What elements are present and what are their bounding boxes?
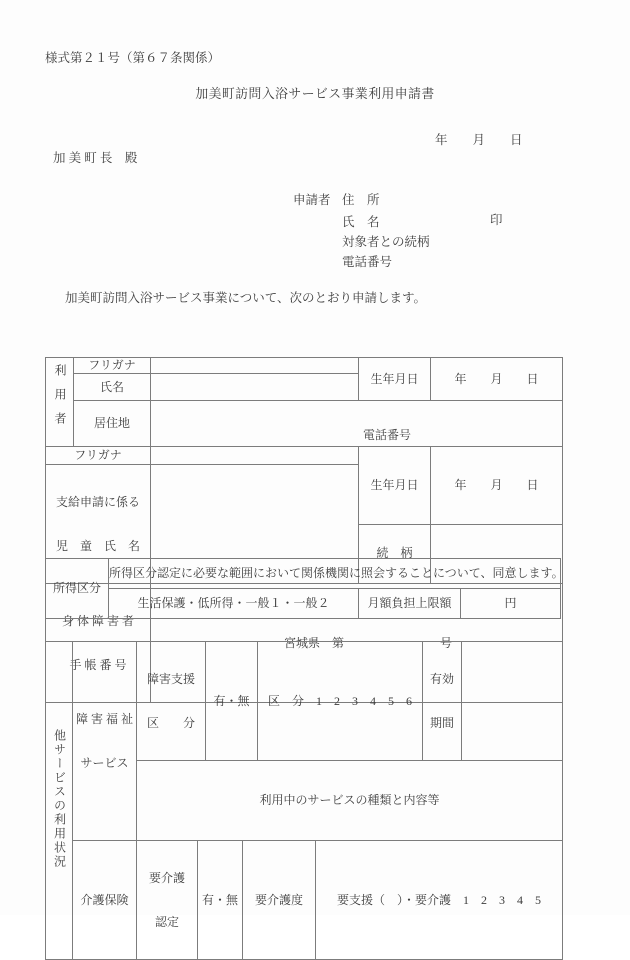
- applicant-name-label: 氏 名: [342, 215, 380, 229]
- child-furigana-label: フリガナ: [46, 447, 151, 465]
- income-category-label: 所得区分: [46, 559, 109, 619]
- yen-unit-label: 円: [461, 589, 561, 619]
- child-name-label-line2: 児 童 氏 名: [55, 539, 140, 553]
- handbook-label-line2: 手 帳 番 号: [69, 658, 127, 672]
- form-number: 様式第２１号（第６７条関係）: [45, 51, 221, 65]
- validity-label: [423, 642, 462, 761]
- child-birth-label: 生年月日: [359, 447, 431, 525]
- furigana-label: フリガナ: [74, 358, 151, 374]
- handbook-label-line1: 身 体 障 害 者: [61, 614, 134, 628]
- support-class-label-line1: 障害支援: [147, 672, 196, 686]
- child-furigana-entry-field: [151, 447, 359, 465]
- consent-text: 所得区分認定に必要な範囲において関係機関に照会することについて、同意します。: [109, 559, 561, 589]
- user-group-label: 利用者: [53, 364, 67, 436]
- kaigo-insurance-label: 介護保険: [73, 841, 137, 960]
- welfare-service-label-line1: 障 害 福 祉: [75, 712, 133, 726]
- monthly-cap-label: 月額負担上限額: [359, 589, 461, 619]
- handbook-value: 宮城県 第 号: [151, 584, 563, 703]
- income-options: 生活保護・低所得・一般１・一般２: [109, 589, 359, 619]
- name-label: 氏名: [74, 374, 151, 401]
- applicant-address-label: 住 所: [342, 193, 380, 207]
- name-entry-field: [151, 374, 359, 401]
- validity-label-line2: 期間: [430, 716, 455, 730]
- services-group-cell: [46, 642, 73, 960]
- user-group-cell: [46, 358, 74, 447]
- addressee: 加 美 町 長 殿: [53, 151, 138, 165]
- support-class-has-option: 有・無: [206, 642, 258, 761]
- income-table: [45, 558, 564, 619]
- child-relation-label: 続 柄: [359, 524, 431, 584]
- child-birth-value: 年 月 日: [431, 447, 563, 525]
- seal-mark: 印: [490, 213, 503, 227]
- kaigo-level-label: 要介護度: [243, 841, 316, 960]
- welfare-service-label-line2: サービス: [80, 756, 129, 770]
- applicant-label: 申請者: [293, 193, 331, 207]
- support-class-label-line2: 区 分: [147, 716, 196, 730]
- services-group-label: 他サービスの利用状況: [52, 728, 67, 869]
- welfare-service-label: [73, 642, 137, 841]
- services-in-use-label: 利用中のサービスの種類と内容等: [137, 761, 563, 841]
- page-title: 加美町訪問入浴サービス事業利用申請書: [195, 87, 435, 101]
- child-name-label-line1: 支給申請に係る: [55, 495, 140, 509]
- birth-label: 生年月日: [359, 358, 431, 401]
- phone-label-cell: 電話番号: [363, 428, 412, 442]
- support-class-label: [137, 642, 206, 761]
- intro-text: 加美町訪問入浴サービス事業について、次のとおり申請します。: [65, 291, 427, 305]
- validity-label-line1: 有効: [430, 672, 455, 686]
- residence-label: 居住地: [74, 401, 151, 447]
- services-table: [45, 641, 563, 960]
- applicant-phone-label: 電話番号: [342, 255, 393, 269]
- date-line: 年 月 日: [435, 133, 523, 147]
- furigana-entry-field: [151, 358, 359, 374]
- birth-value: 年 月 日: [431, 358, 563, 401]
- validity-entry-field: [462, 642, 563, 761]
- residence-entry-field: [151, 401, 563, 447]
- kaigo-nintei-label-line1: 要介護: [148, 871, 185, 885]
- support-class-options: 区 分 1 2 3 4 5 6: [258, 642, 423, 761]
- kaigo-level-options: 要支援（ ）・要介護 1 2 3 4 5: [316, 841, 563, 960]
- kaigo-has-option: 有・無: [198, 841, 243, 960]
- kaigo-nintei-label: [137, 841, 198, 960]
- applicant-relation-label: 対象者との続柄: [342, 235, 430, 249]
- kaigo-nintei-label-line2: 認定: [154, 915, 179, 929]
